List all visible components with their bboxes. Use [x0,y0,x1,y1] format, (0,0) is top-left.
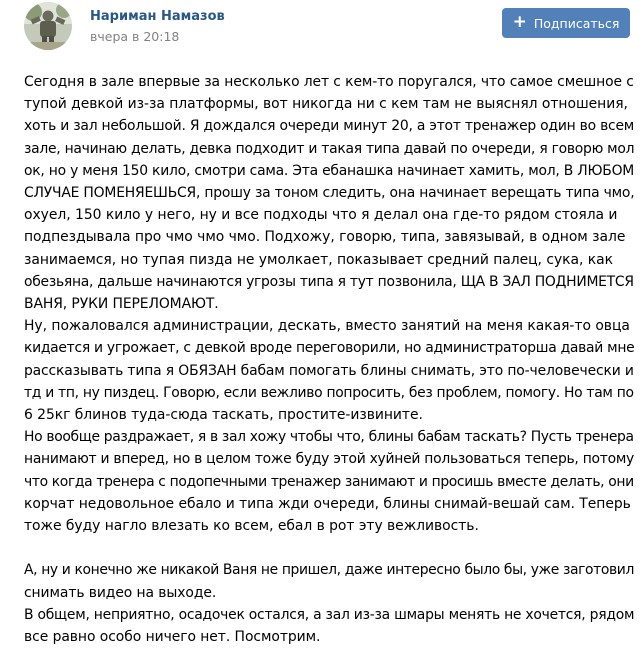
post-text [24,71,636,648]
subscribe-button[interactable] [502,8,630,38]
post-text-line: охуел, 150 кило у него, ну и все подходы что я делал она где-то рядом стояла и [24,207,618,224]
avatar-image [24,2,72,50]
post-text-line: подпездывала про чмо чмо чмо. Подхожу, говорю, типа, завязывай, в одном зале [24,229,626,246]
post-text-line: занимаемся, но тупая пизда не умолкает, показывает средний палец, сука, как [24,251,613,268]
post-text-line: Но вообще раздражает, я в зал хожу чтобы что, блины бабам таскать? Пусть тренера [24,429,634,446]
post-header [0,0,644,56]
plus-icon: + [512,11,527,32]
post-text-line: СЛУЧАЕ ПОМЕНЯЕШЬСЯ, прошу за тоном следить, она начинает верещать типа чмо, [24,185,635,202]
post-timestamp[interactable]: вчера в 20:18 [90,29,180,44]
post-text-line: 6 25кг блинов туда-сюда таскать, простите-извините. [24,407,423,424]
post-text-line: хоть и зал небольшой. Я дождался очереди минут 20, а этот тренажер один во всем [24,118,635,135]
post-text-line: Ну, пожаловался администрации, дескать, вместо занятий на меня какая-то овца [24,318,630,335]
post-text-line: тоже буду нагло влезать ко всем, ебал в рот эту вежливость. [24,518,479,535]
post-text-line: кидается и угрожает, с девкой вроде переговорили, но администраторша давай мне [24,340,635,357]
post-text-line: ВАНЯ, РУКИ ПЕРЕЛОМАЮТ. [24,296,219,313]
post-blank-line [24,537,636,559]
post-text-line: корчат недовольное ебало и типа жди очереди, блины снимай-вешай сам. Теперь [24,495,631,512]
avatar[interactable] [24,2,72,50]
post-text-line: А, ну и конечно же никакой Ваня не пришел, даже интересно было бы, уже заготовил [24,562,634,579]
post-text-line: что когда тренера с подопечными тренажер занимают и просишь вместе делать, они [24,473,634,490]
post-text-line: В общем, неприятно, осадочек остался, а зал из-за шмары менять не хочется, рядом [24,606,635,623]
post-text-line: рассказывать типа я ОБЯЗАН бабам помогать блины снимать, это по-человечески и [24,362,634,379]
post-text-line: снимать видео на выходе. [24,584,217,601]
post-text-line: ок, но у меня 150 кило, смотри сама. Эта ебанашка начинает хамить, мол, В ЛЮБОМ [24,162,635,179]
post-text-line: зале, начинаю делать, девка подходит и такая типа давай по очереди, я говорю мол [24,140,635,157]
post-text-line: тд и тп, ну пиздец. Говорю, если вежливо попросить, без проблем, помогу. Но там по [24,384,634,401]
post-text-line: обезьяна, дальше начинаются угрозы типа я тут позвонила, ЩА В ЗАЛ ПОДНИМЕТСЯ [24,273,634,290]
author-name[interactable]: Нариман Намазов [90,9,225,24]
subscribe-label: Подписаться [533,15,620,31]
post-text-line: тупой девкой из-за платформы, вот никогда ни с кем там не выяснял отношения, [24,96,628,113]
post-text-line: нанимают и вперед, но в целом тоже буду этой хуйней пользоваться теперь, потому [24,451,634,468]
post-text-line: Сегодня в зале впервые за несколько лет с кем-то поругался, что самое смешное с [24,74,634,90]
post-text-line: все равно особо ничего нет. Посмотрим. [24,629,321,646]
